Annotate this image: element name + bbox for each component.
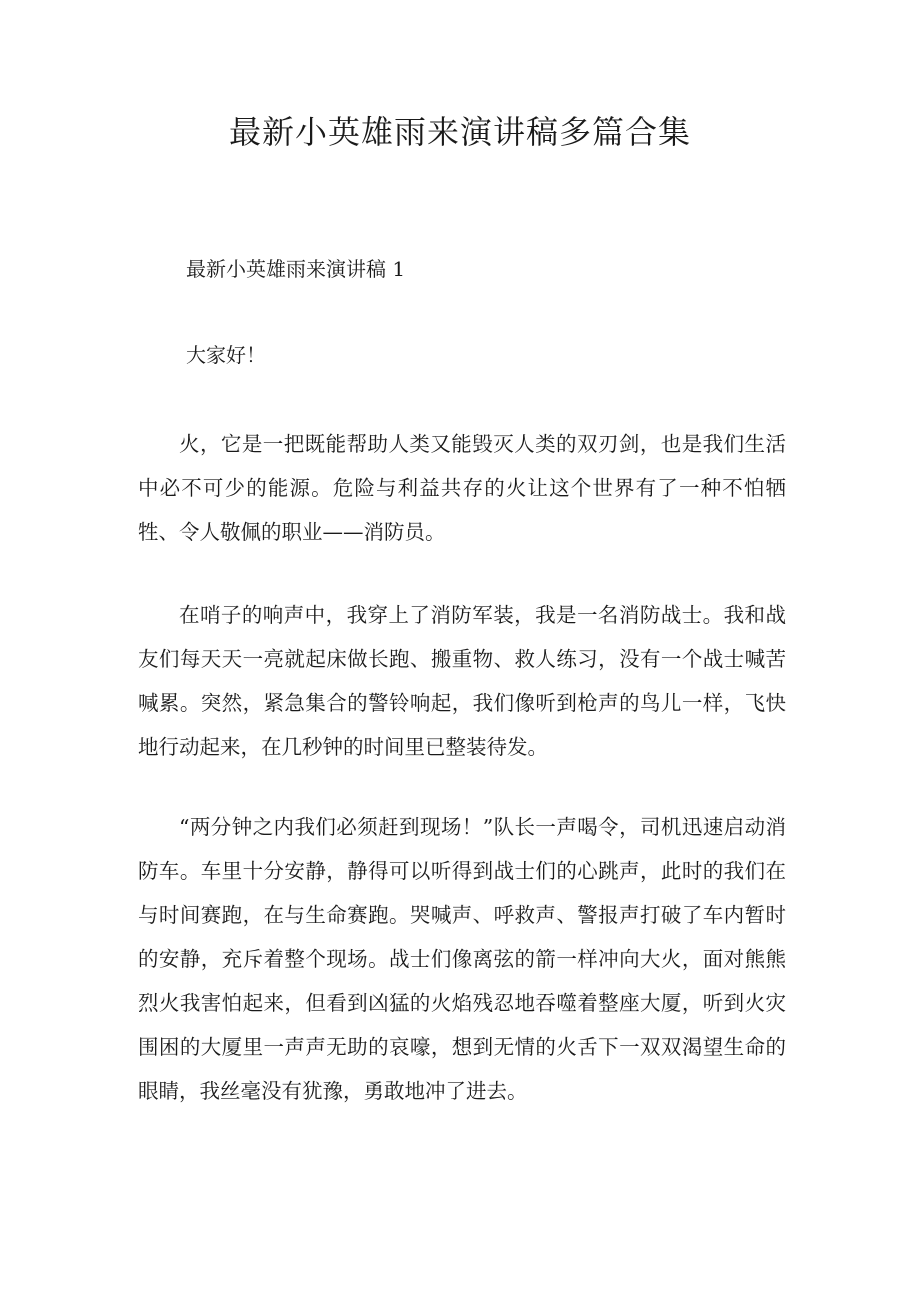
paragraph-2: 在哨子的响声中，我穿上了消防军装，我是一名消防战士。我和战友们每天天一亮就起床做长跑、搬重物、救人练习，没有一个战士喊苦喊累。突然，紧急集合的警铃响起，我们像听到枪声的鸟儿一样，飞快地行动起来，在几秒钟的时间里已整装待发。	[138, 603, 786, 759]
paragraph-1: 火，它是一把既能帮助人类又能毁灭人类的双刃剑，也是我们生活中必不可少的能源。危险与利益共存的火让这个世界有了一种不怕牺牲、令人敬佩的职业——消防员。	[138, 432, 786, 544]
section-heading: 最新小英雄雨来演讲稿 1	[186, 257, 406, 281]
greeting-line: 大家好！	[186, 343, 266, 367]
paragraph-3: “两分钟之内我们必须赶到现场！”队长一声喝令，司机迅速启动消防车。车里十分安静，静得可以听得到战士们的心跳声，此时的我们在与时间赛跑，在与生命赛跑。哭喊声、呼救声、警报声打破了车内暂时的安静，充斥着整个现场。战士们像离弦的箭一样冲向大火，面对熊熊烈火我害怕起来，但看到凶猛的火焰残忍地吞噬着整座大厦，听到火灾围困的大厦里一声声无助的哀嚎，想到无情的火舌下一双双渴望生命的眼睛，我丝毫没有犹豫，勇敢地冲了进去。	[138, 815, 786, 1103]
document-title: 最新小英雄雨来演讲稿多篇合集	[228, 113, 691, 151]
